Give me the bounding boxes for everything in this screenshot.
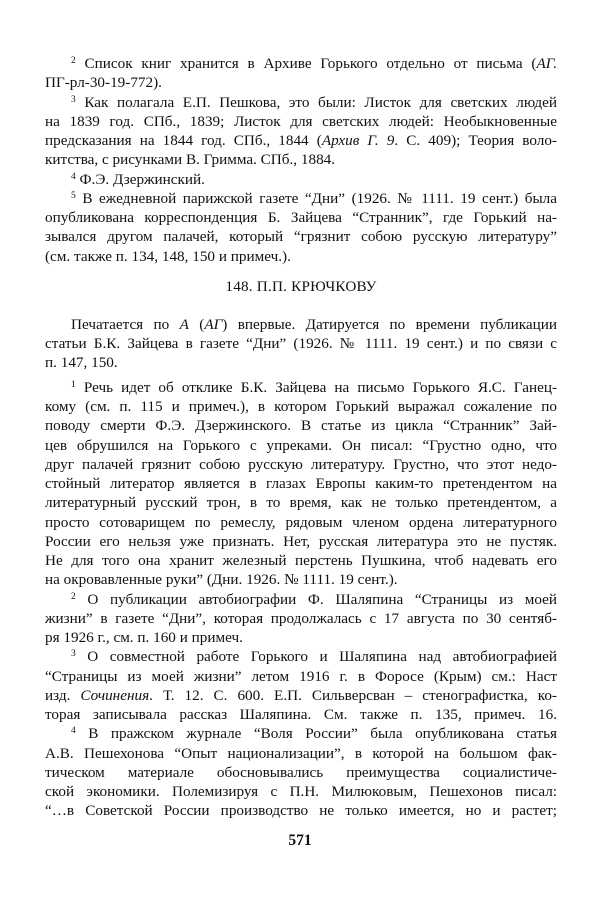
note-line [71, 54, 557, 73]
footnote-marker: 5 [71, 191, 76, 201]
note-line [71, 378, 557, 397]
note-line: зывался другом палачей, который “грязнит собою русскую литературу” [45, 228, 557, 245]
footnote-marker: 2 [71, 592, 76, 602]
note-text: Как полагала Е.П. Пешкова, это были: Листок для светских людей [84, 94, 557, 111]
note-text: О публикации автобиографии Ф. Шаляпина “Страницы из моей [87, 591, 557, 608]
footnote-marker: 4 [71, 172, 76, 182]
note-line: “…в Советской России производство не только имеется, но и растет; [45, 802, 557, 819]
note-text: О совместной работе Горького и Шаляпина над автобиографией [87, 648, 558, 665]
note-line: “Страницы из моей жизни” летом 1916 г. в Форосе (Крым) см.: Наст [45, 668, 557, 685]
note-line: друг палачей грязнит собою русскую литературу. Грустно, что этот недо- [45, 456, 557, 473]
note-line [71, 189, 557, 208]
note-line: предсказания на 1844 год. СПб., 1844 (Архив Г. 9. С. 409); Теория воло- [45, 132, 557, 149]
footnote-marker: 3 [71, 649, 76, 659]
note-text: Речь идет об отклике Б.К. Зайцева на письмо Горького Я.С. Ганец- [83, 379, 558, 396]
note-line: кому (см. п. 115 и примеч.), в котором Горький выражал сожаление по [45, 398, 557, 415]
note-line [71, 93, 557, 112]
note-line: изд. Сочинения. Т. 12. С. 600. Е.П. Сильверсван – стенографистка, ко- [45, 687, 557, 704]
note-text: Ф.Э. Дзержинский. [79, 171, 205, 188]
note-line [71, 590, 557, 609]
footnote-marker: 1 [71, 380, 76, 390]
note-line: на 1839 год. СПб., 1839; Листок для светских людей: Необыкновенные [45, 113, 557, 130]
section-heading: 148. П.П. КРЮЧКОВУ [225, 278, 377, 295]
note-line: литературный русский трон, в то время, как не только претендентом, а [45, 494, 557, 511]
note-line: Не для того она хранит железный перстень Пушкина, чтоб надевать его [45, 552, 557, 569]
note-line: на окровавленные руки” (Дни. 1926. № 1111. 19 сент.). [45, 571, 398, 588]
note-line: ря 1926 г., см. п. 160 и примеч. [45, 629, 243, 646]
footnote-marker: 2 [71, 56, 76, 66]
note-line: России его нельзя уже признать. Нет, русская литература это не пустяк. [45, 533, 557, 550]
note-line: А.В. Пешехонова “Опыт национализации”, в которой на большом фак- [45, 745, 557, 762]
note-line: тическом материале обосновывались преимущества социалистиче- [45, 764, 557, 781]
note-line: ПГ-рл-30-19-772). [45, 74, 162, 91]
intro-line: статьи Б.К. Зайцева в газете “Дни” (1926. № 1111. 19 сент.) и по связи с [45, 335, 557, 352]
note-text: В пражском журнале “Воля России” была опубликована статья [88, 725, 558, 742]
note-line [71, 724, 557, 743]
note-line: (см. также п. 134, 148, 150 и примеч.). [45, 248, 291, 265]
intro-line: п. 147, 150. [45, 354, 118, 371]
note-line [71, 170, 557, 189]
note-text: В ежедневной парижской газете “Дни” (1926. № 1111. 19 сент.) была [82, 190, 557, 207]
note-line: ской экономики. Полемизируя с П.Н. Милюковым, Пешехонов писал: [45, 783, 557, 800]
note-line: опубликована корреспонденция Б. Зайцева “Странник”, где Горький на- [45, 209, 557, 226]
note-line: просто сотоварищем по ремеслу, рядовым членом ордена литературного [45, 514, 557, 531]
note-line: торая записывала рассказ Шаляпина. См. также п. 135, примеч. 16. [45, 706, 557, 723]
note-line: поводу смерти Ф.Э. Дзержинского. В статье из цикла “Странник” Зай- [45, 417, 557, 434]
footnote-marker: 3 [71, 95, 76, 105]
page-number: 571 [288, 832, 312, 849]
note-text: Список книг хранится в Архиве Горького отдельно от письма (АГ. [84, 55, 558, 72]
note-line: китства, с рисунками В. Гримма. СПб., 1884. [45, 151, 336, 168]
note-line [71, 647, 557, 666]
note-line: жизни” в газете “Дни”, которая продолжалась с 17 августа по 30 сентяб- [45, 610, 557, 627]
note-line: цев обрушился на Горького с упреками. Он писал: “Грустно одно, что [45, 437, 557, 454]
footnote-marker: 4 [71, 726, 76, 736]
intro-line: Печатается по А (АГ) впервые. Датируется по времени публикации [71, 316, 557, 333]
note-line: стойный литератор является в глазах Европы каким-то претендентом на [45, 475, 557, 492]
